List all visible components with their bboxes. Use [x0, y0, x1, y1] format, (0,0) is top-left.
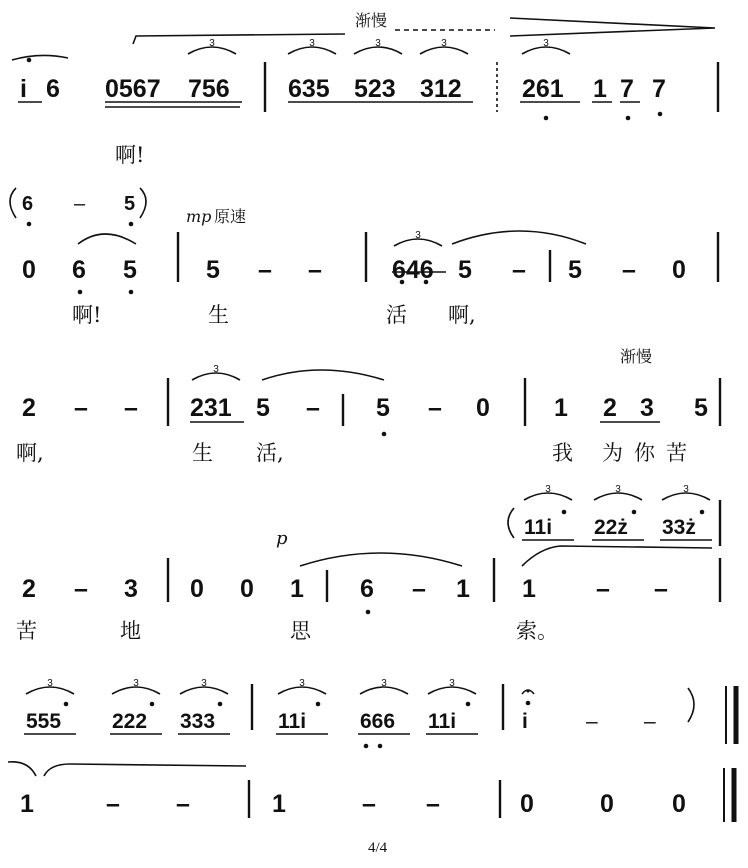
- note: 756: [188, 75, 230, 103]
- lyric: 苦: [666, 441, 687, 465]
- octave-dot: [466, 702, 471, 707]
- slur: [44, 764, 246, 776]
- lyric: 啊!: [115, 143, 145, 167]
- note: 2: [22, 575, 36, 603]
- triplet-label: 3: [415, 230, 421, 241]
- triplet-label: 3: [47, 678, 53, 689]
- note: 1: [290, 575, 304, 603]
- lyric: 你: [634, 441, 655, 465]
- bracket-right: [688, 688, 694, 722]
- note: 261: [522, 75, 564, 103]
- note: 0: [520, 790, 534, 818]
- octave-dot: [78, 290, 83, 295]
- note: 1: [522, 575, 536, 603]
- triplet-label: 3: [201, 678, 207, 689]
- octave-dot: [544, 116, 549, 121]
- note: –: [308, 256, 322, 284]
- lyric: 苦: [16, 619, 37, 643]
- note: –: [596, 575, 610, 603]
- note: 5: [694, 394, 708, 422]
- dynamic-mp: mp: [186, 207, 212, 226]
- octave-dot: [150, 702, 155, 707]
- note: 333: [180, 710, 216, 733]
- note: 0: [600, 790, 614, 818]
- note: 7: [620, 75, 634, 103]
- tempo-marking-jianman: 渐慢: [620, 347, 653, 366]
- tempo-marking-jianman: 渐慢: [355, 11, 388, 30]
- octave-dot: [27, 58, 32, 63]
- triplet-label: 3: [683, 484, 689, 495]
- note: 0: [22, 256, 36, 284]
- note: 222: [112, 710, 148, 733]
- note: –: [622, 256, 636, 284]
- slur: [12, 55, 68, 60]
- note: 231: [190, 394, 232, 422]
- triplet-label: 3: [213, 364, 219, 375]
- note: 33ż: [662, 516, 696, 539]
- slur: [522, 546, 712, 566]
- octave-dot: [366, 610, 371, 615]
- note: –: [74, 394, 88, 422]
- slur: [262, 370, 384, 380]
- triplet-label: 3: [209, 38, 215, 49]
- bracket-note: 6: [22, 193, 34, 215]
- slur: [452, 231, 586, 244]
- note: 5: [458, 256, 472, 284]
- triplet-label: 3: [299, 678, 305, 689]
- note: 0: [672, 790, 686, 818]
- fermata-dot: [527, 690, 530, 693]
- triplet-label: 3: [441, 38, 447, 49]
- note: –: [644, 710, 656, 733]
- note: 1: [593, 75, 607, 103]
- note: 7: [652, 75, 666, 103]
- triplet-label: 3: [381, 678, 387, 689]
- note: 0567: [105, 75, 161, 103]
- lyric: 地: [120, 619, 141, 643]
- note: 2: [603, 394, 617, 422]
- octave-dot: [382, 432, 387, 437]
- note: 3: [124, 575, 138, 603]
- note: 0: [240, 575, 254, 603]
- note: 3: [640, 394, 654, 422]
- note: 6: [72, 256, 86, 284]
- note: 6: [46, 75, 60, 103]
- note: –: [412, 575, 426, 603]
- lyric: 活: [386, 303, 407, 327]
- bracket-left: [10, 188, 16, 218]
- lyric: 我: [552, 441, 573, 465]
- octave-dot: [27, 222, 32, 227]
- note: 0: [190, 575, 204, 603]
- note: 22ż: [594, 516, 628, 539]
- slur: [78, 234, 136, 244]
- note: 1: [554, 394, 568, 422]
- octave-dot: [658, 112, 663, 117]
- octave-dot: [129, 222, 134, 227]
- page-number: 4/4: [368, 840, 388, 856]
- triplet-label: 3: [309, 38, 315, 49]
- note: 5: [123, 256, 137, 284]
- triplet-label: 3: [375, 38, 381, 49]
- lyric: 活,: [256, 441, 284, 465]
- note: –: [362, 790, 376, 818]
- lyric: 生: [208, 303, 229, 327]
- note: –: [74, 575, 88, 603]
- tie-start: [8, 762, 36, 776]
- bracket-right: [140, 188, 146, 218]
- octave-dot: [632, 510, 637, 515]
- lyric: 啊,: [448, 303, 476, 327]
- tempo-marking-yuansu: 原速: [214, 207, 247, 226]
- note: –: [306, 394, 320, 422]
- octave-dot: [378, 744, 383, 749]
- dynamic-p: p: [276, 528, 288, 549]
- note: 6: [360, 575, 374, 603]
- octave-dot: [218, 702, 223, 707]
- note: 5: [568, 256, 582, 284]
- note: 5: [256, 394, 270, 422]
- note: 646: [392, 256, 434, 284]
- note: 555: [26, 710, 62, 733]
- note: –: [176, 790, 190, 818]
- note: –: [512, 256, 526, 284]
- octave-dot: [129, 290, 134, 295]
- triplet-label: 3: [449, 678, 455, 689]
- note: 0: [672, 256, 686, 284]
- lyric: 啊!: [72, 303, 102, 327]
- note: 11i: [524, 516, 553, 539]
- octave-dot: [316, 702, 321, 707]
- slur: [300, 553, 462, 566]
- octave-dot: [64, 702, 69, 707]
- note: –: [426, 790, 440, 818]
- note: i: [522, 710, 528, 733]
- bracket-note: –: [74, 193, 86, 215]
- lyric: 生: [192, 441, 213, 465]
- lyric: 啊,: [16, 441, 44, 465]
- triplet-label: 3: [615, 484, 621, 495]
- note: –: [428, 394, 442, 422]
- note: 1: [272, 790, 286, 818]
- octave-dot: [526, 701, 531, 706]
- note: 5: [376, 394, 390, 422]
- note: –: [258, 256, 272, 284]
- note: 666: [360, 710, 396, 733]
- note: –: [654, 575, 668, 603]
- note: –: [106, 790, 120, 818]
- bracket-left: [508, 508, 514, 538]
- note: 2: [22, 394, 36, 422]
- note: 1: [456, 575, 470, 603]
- note: 523: [354, 75, 396, 103]
- octave-dot: [700, 510, 705, 515]
- bracket-note: 5: [124, 193, 136, 215]
- octave-dot: [364, 744, 369, 749]
- note: 5: [206, 256, 220, 284]
- octave-dot: [626, 116, 631, 121]
- note: 312: [420, 75, 462, 103]
- note: 635: [288, 75, 330, 103]
- decrescendo-hairpin: [510, 18, 715, 36]
- lyric: 为: [602, 441, 623, 465]
- lyric: 思: [290, 619, 311, 643]
- triplet-label: 3: [543, 38, 549, 49]
- note: –: [124, 394, 138, 422]
- note: 11i: [428, 710, 457, 733]
- note: 11i: [278, 710, 307, 733]
- triplet-label: 3: [545, 484, 551, 495]
- lyric: 索。: [516, 619, 558, 643]
- note: –: [586, 710, 598, 733]
- triplet-label: 3: [133, 678, 139, 689]
- octave-dot: [562, 510, 567, 515]
- note: 0: [476, 394, 490, 422]
- note: i: [20, 75, 27, 103]
- note: 1: [20, 790, 34, 818]
